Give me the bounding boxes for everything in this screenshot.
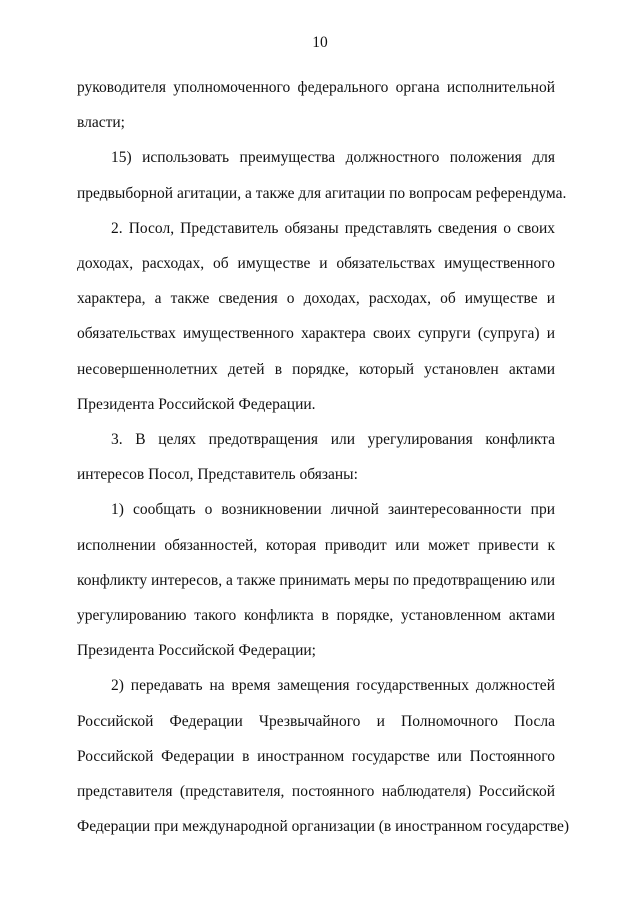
text-line: Российской Федерации Чрезвычайного и Полномочного Посла: [77, 712, 555, 730]
paragraph-point-3: [77, 422, 555, 492]
text-line: 2. Посол, Представитель обязаны представлять сведения о своих: [111, 219, 555, 237]
text-line: 15) использовать преимущества должностного положения для: [111, 149, 555, 167]
document-body: [77, 70, 570, 844]
text-line: 1) сообщать о возникновении личной заинтересованности при: [111, 501, 555, 519]
text-line: руководителя уполномоченного федерального органа исполнительной: [77, 79, 555, 96]
paragraph-point-2: [77, 211, 555, 422]
text-line: Президента Российской Федерации.: [77, 395, 316, 413]
text-line: интересов Посол, Представитель обязаны:: [77, 466, 358, 484]
paragraph-item-1: [77, 492, 555, 668]
text-line: доходах, расходах, об имуществе и обязательствах имущественного: [77, 255, 555, 273]
text-line: Российской Федерации в иностранном государстве или Постоянного: [77, 747, 555, 765]
text-line: конфликту интересов, а также принимать меры по предотвращению или: [77, 571, 555, 589]
text-line: обязательствах имущественного характера своих супруги (супруга) и: [77, 325, 555, 343]
text-line: предвыборной агитации, а также для агитации по вопросам референдума.: [77, 184, 567, 202]
text-line: власти;: [77, 114, 125, 132]
text-line: несовершеннолетних детей в порядке, который установлен актами: [77, 360, 555, 378]
paragraph-item-2: [77, 668, 570, 844]
text-line: Президента Российской Федерации;: [77, 642, 316, 660]
text-line: Федерации при международной организации (в иностранном государстве): [77, 818, 570, 836]
text-line: исполнении обязанностей, которая приводит или может привести к: [77, 536, 555, 554]
text-line: 3. В целях предотвращения или урегулирования конфликта: [111, 431, 555, 449]
page-number: 10: [312, 34, 328, 51]
paragraph-continuation: [77, 70, 555, 140]
text-line: 2) передавать на время замещения государственных должностей: [111, 677, 555, 695]
text-line: представителя (представителя, постоянного наблюдателя) Российской: [77, 783, 555, 801]
paragraph-item-15: [77, 140, 567, 210]
text-line: характера, а также сведения о доходах, расходах, об имуществе и: [77, 290, 555, 308]
text-line: урегулированию такого конфликта в порядке, установленном актами: [77, 607, 555, 625]
